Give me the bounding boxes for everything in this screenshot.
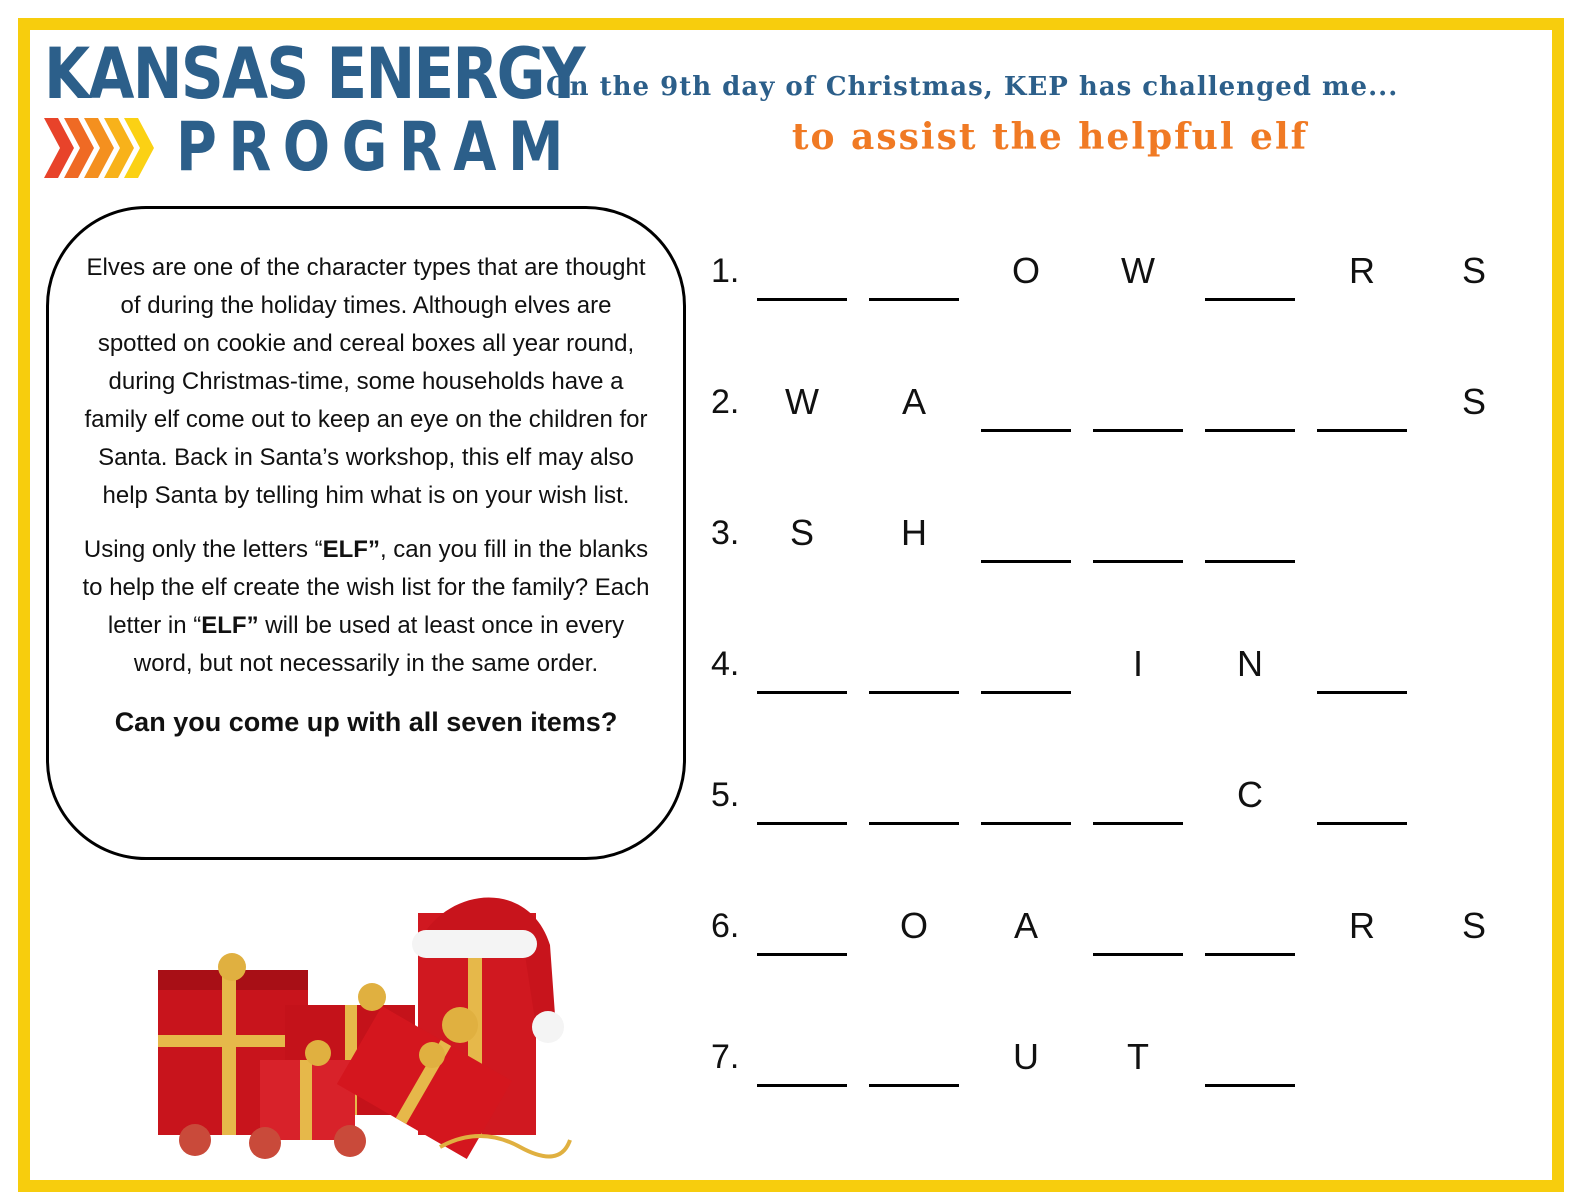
blank-underline [757,1084,847,1087]
blank-underline [981,822,1071,825]
given-letter [1093,643,1183,713]
blank-underline [1317,822,1407,825]
heading-day-challenge: On the 9th day of Christmas, KEP has challenged me... [546,72,1399,102]
blank-underline [1205,429,1295,432]
given-letter-text: W [1121,250,1155,291]
blank-underline [1205,1084,1295,1087]
puzzle-row [0,1036,1576,1116]
blank-underline [757,691,847,694]
blank-letter-slot[interactable] [869,1036,959,1106]
elf-keyword: ELF” [201,612,259,639]
blank-underline [981,691,1071,694]
given-letter [869,512,959,582]
given-letter-text: C [1237,774,1263,815]
blank-underline [869,298,959,301]
given-letter [981,250,1071,320]
blank-underline [981,560,1071,563]
blank-letter-slot[interactable] [869,643,959,713]
logo-chevrons-icon [44,118,164,178]
blank-letter-slot[interactable] [981,774,1071,844]
blank-letter-slot[interactable] [1205,512,1295,582]
instructions-text: , can you fill in the blanks to help the elf create the wish list for the family? Each letter in “ [82,536,650,639]
given-letter-text: H [901,512,927,553]
blank-letter-slot[interactable] [757,643,847,713]
given-letter [757,381,847,451]
blank-letter-slot[interactable] [1093,905,1183,975]
given-letter-text: S [789,512,814,553]
blank-letter-slot[interactable] [757,774,847,844]
blank-letter-slot[interactable] [1317,774,1407,844]
blank-letter-slot[interactable] [1317,381,1407,451]
given-letter-text: U [1013,1036,1039,1077]
blank-underline [1093,429,1183,432]
puzzle-row-number: 2. [711,383,740,421]
puzzle-row [0,643,1576,723]
blank-letter-slot[interactable] [981,512,1071,582]
blank-letter-slot[interactable] [1205,381,1295,451]
given-letter [981,1036,1071,1106]
given-letter [1429,250,1519,320]
given-letter [1317,250,1407,320]
blank-letter-slot[interactable] [1317,643,1407,713]
heading-assist-elf: to assist the helpful elf [791,116,1309,158]
blank-letter-slot[interactable] [981,381,1071,451]
blank-underline [1317,429,1407,432]
given-letter [1429,381,1519,451]
given-letter-text: A [901,381,926,422]
blank-underline [1093,560,1183,563]
blank-underline [1205,953,1295,956]
blank-letter-slot[interactable] [1093,774,1183,844]
blank-letter-slot[interactable] [757,1036,847,1106]
given-letter-text: N [1237,643,1263,684]
blank-underline [869,822,959,825]
given-letter [869,905,959,975]
blank-letter-slot[interactable] [869,250,959,320]
given-letter [1093,1036,1183,1106]
blank-letter-slot[interactable] [1205,250,1295,320]
given-letter-text: S [1461,250,1486,291]
blank-letter-slot[interactable] [1205,1036,1295,1106]
puzzle-row-number: 7. [711,1038,740,1076]
blank-letter-slot[interactable] [1205,905,1295,975]
puzzle-row [0,512,1576,592]
given-letter-text: S [1461,905,1486,946]
puzzle-row [0,381,1576,461]
given-letter-text: O [899,905,928,946]
given-letter [981,905,1071,975]
story-paragraph: Elves are one of the character types that are thought of during the holiday times. Although elves are spotted on cookie and cereal boxes all year round, during Christmas-time, some households have a family elf come out to keep an eye on the children for Santa. Back in Santa’s workshop, this elf may also help Santa by telling him what is on your wish list. [84,254,648,509]
given-letter [1205,643,1295,713]
given-letter-text: T [1127,1036,1149,1077]
puzzle-row-number: 6. [711,907,740,945]
blank-letter-slot[interactable] [981,643,1071,713]
blank-underline [981,429,1071,432]
given-letter-text: R [1349,905,1375,946]
blank-letter-slot[interactable] [869,774,959,844]
given-letter [1093,250,1183,320]
puzzle-row [0,250,1576,330]
puzzle-row [0,905,1576,985]
instructions-text: will be used at least once in every word, but not necessarily in the same order. [133,612,625,677]
blank-letter-slot[interactable] [757,905,847,975]
logo-title-program: PROGRAM [176,108,575,187]
elf-keyword: ELF” [322,536,380,563]
logo-title-kansas-energy: KANSAS ENERGY [44,33,584,115]
blank-underline [1205,560,1295,563]
blank-underline [1205,298,1295,301]
given-letter-text: S [1461,381,1486,422]
given-letter [869,381,959,451]
given-letter-text: O [1011,250,1040,291]
given-letter [1205,774,1295,844]
blank-underline [1317,691,1407,694]
blank-underline [869,1084,959,1087]
given-letter-text: R [1349,250,1375,291]
puzzle-row-number: 3. [711,514,740,552]
given-letter [1429,905,1519,975]
puzzle-row-number: 4. [711,645,740,683]
given-letter-text: W [785,381,819,422]
blank-letter-slot[interactable] [1093,381,1183,451]
challenge-question: Can you come up with all seven items? [114,707,618,737]
given-letter [757,512,847,582]
blank-underline [869,691,959,694]
instructions-text: Using only the letters “ [83,536,323,563]
blank-underline [757,953,847,956]
blank-underline [1093,953,1183,956]
blank-underline [757,822,847,825]
blank-letter-slot[interactable] [1093,512,1183,582]
puzzle-row [0,774,1576,854]
given-letter-text: I [1132,643,1143,684]
blank-underline [757,298,847,301]
blank-underline [1093,822,1183,825]
given-letter-text: A [1013,905,1038,946]
given-letter [1317,905,1407,975]
blank-letter-slot[interactable] [757,250,847,320]
puzzle-row-number: 1. [711,252,740,290]
puzzle-row-number: 5. [711,776,740,814]
